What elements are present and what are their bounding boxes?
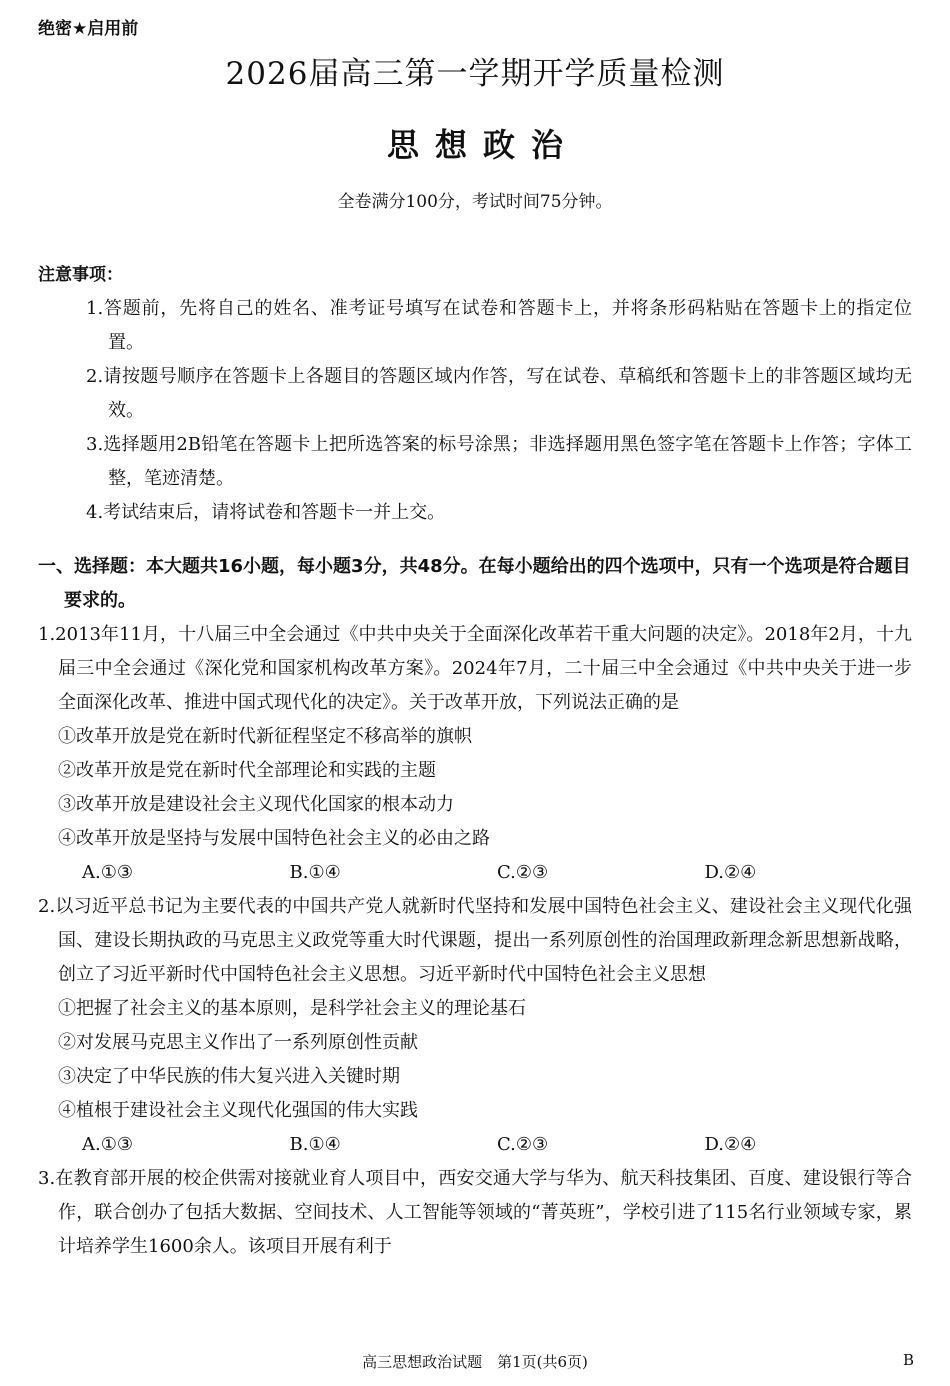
choice-b: B.①④ [289,862,341,883]
statement-option: ②改革开放是党在新时代全部理论和实践的主题 [58,760,436,781]
question-1 [38,618,912,890]
notice-item: 2.请按题号顺序在答题卡上各题目的答题区域内作答，写在试卷、草稿纸和答题卡上的非答题区域均无效。 [86,366,912,421]
answer-choices [38,856,912,890]
exam-title: 2026届高三第一学期开学质量检测 [225,56,725,92]
choice-c: C.②③ [497,1134,549,1155]
statement-option: ②对发展马克思主义作出了一系列原创性贡献 [58,1032,418,1053]
statement-option: ④改革开放是坚持与发展中国特色社会主义的必由之路 [58,828,490,849]
choice-d: D.②④ [704,862,757,883]
page-footer: 高三思想政治试题 第1页(共6页) [362,1353,588,1371]
statement-option: ①改革开放是党在新时代新征程坚定不移高举的旗帜 [58,726,472,747]
statement-option: ①把握了社会主义的基本原则，是科学社会主义的理论基石 [58,998,526,1019]
statement-option: ③改革开放是建设社会主义现代化国家的根本动力 [58,794,454,815]
question-2 [38,890,912,1162]
answer-choices [38,1128,912,1162]
exam-content [38,258,912,1264]
section-title: 一、选择题：本大题共16小题，每小题3分，共48分。在每小题给出的四个选项中，只有一个选项是符合题目要求的。 [38,556,911,611]
notice-item: 4.考试结束后，请将试卷和答题卡一并上交。 [86,502,446,523]
notice-item: 3.选择题用2B铅笔在答题卡上把所选答案的标号涂黑；非选择题用黑色签字笔在答题卡上作答；字体工整，笔迹清楚。 [86,434,912,489]
question-stem: 3.在教育部开展的校企供需对接就业育人项目中，西安交通大学与华为、航天科技集团、百度、建设银行等合作，联合创办了包括大数据、空间技术、人工智能等领域的“菁英班”，学校引进了115名行业领域专家，累计培养学生1600余人。该项目开展有利于 [38,1168,912,1257]
statement-option: ③决定了中华民族的伟大复兴进入关键时期 [58,1066,400,1087]
notice-item: 1.答题前，先将自己的姓名、准考证号填写在试卷和答题卡上，并将条形码粘贴在答题卡上的指定位置。 [86,298,912,353]
question-3 [38,1162,912,1264]
paper-version: B [902,1351,914,1369]
choice-d: D.②④ [704,1134,757,1155]
question-stem: 2.以习近平总书记为主要代表的中国共产党人就新时代坚持和发展中国特色社会主义、建设社会主义现代化强国、建设长期执政的马克思主义政党等重大时代课题，提出一系列原创性的治国理政新理念新思想新战略，创立了习近平新时代中国特色社会主义思想。习近平新时代中国特色社会主义思想 [38,896,912,985]
choice-c: C.②③ [497,862,549,883]
choice-a: A.①③ [82,1134,133,1155]
subject-title: 思想政治 [386,126,579,164]
choice-b: B.①④ [289,1134,341,1155]
notices-title: 注意事项： [38,265,123,285]
statement-option: ④植根于建设社会主义现代化强国的伟大实践 [58,1100,418,1121]
question-stem: 1.2013年11月，十八届三中全会通过《中共中央关于全面深化改革若干重大问题的决定》。2018年2月，十九届三中全会通过《深化党和国家机构改革方案》。2024年7月，二十届三中全会通过《中共中央关于进一步全面深化改革、推进中国式现代化的决定》。关于改革开放，下列说法正确的是 [38,624,912,713]
exam-info: 全卷满分100分，考试时间75分钟。 [337,192,613,212]
choice-a: A.①③ [82,862,133,883]
confidential-label: 绝密★启用前 [38,19,139,39]
